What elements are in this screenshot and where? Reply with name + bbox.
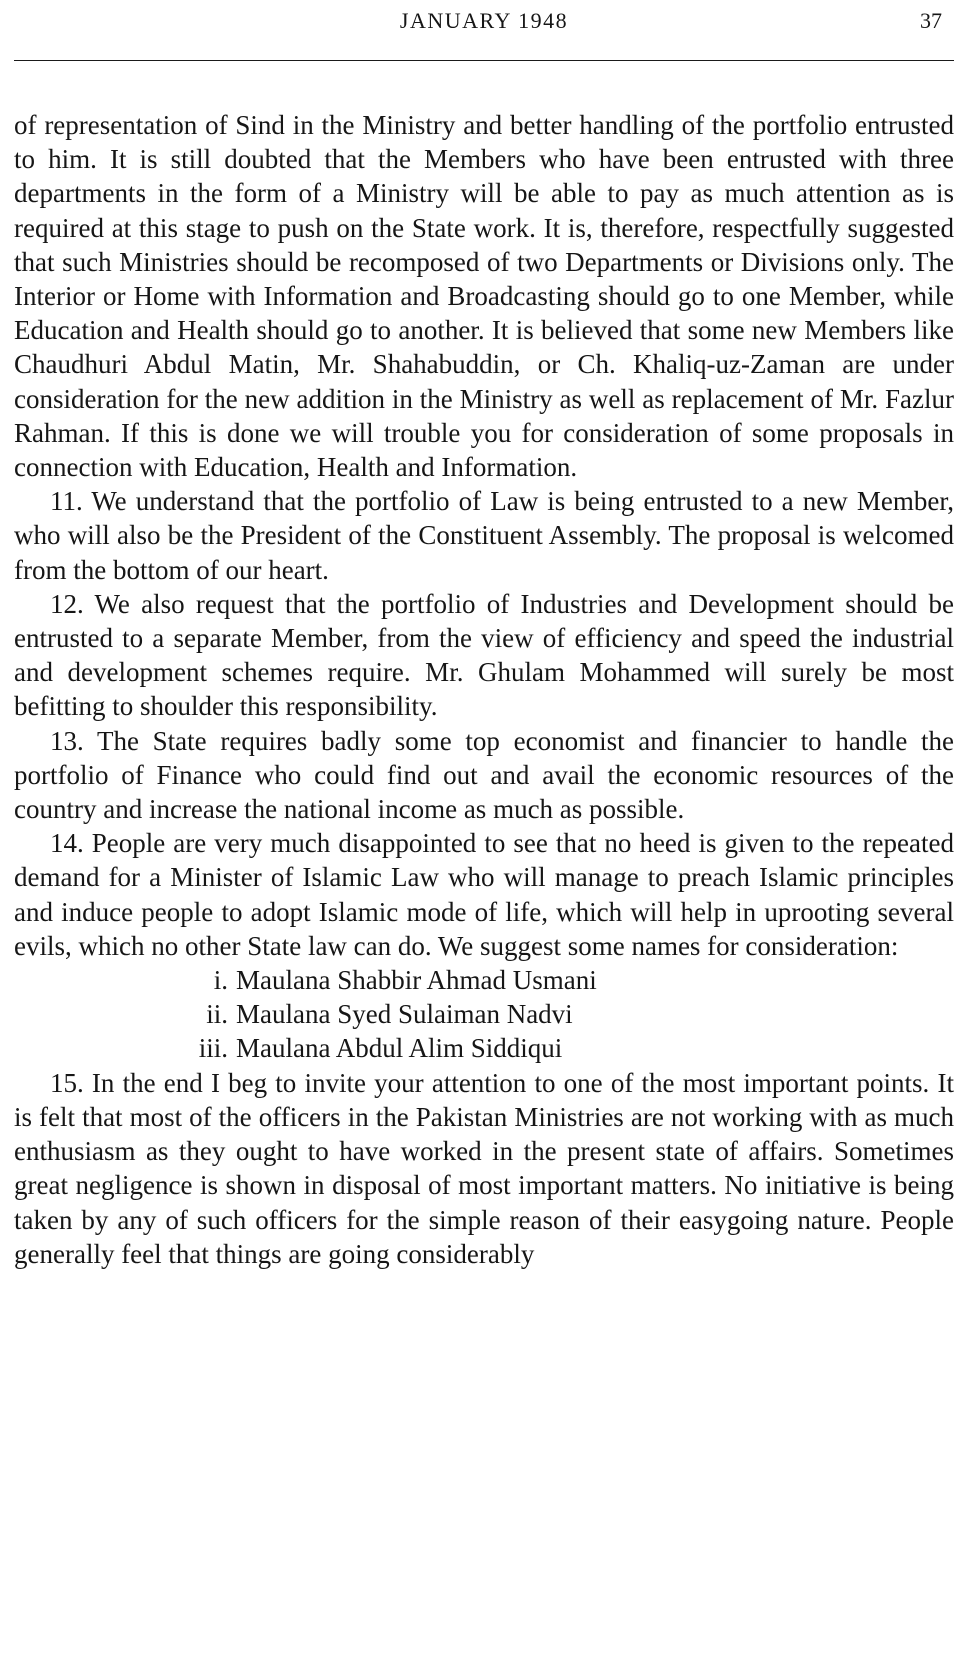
page-number: 37 <box>920 8 942 33</box>
list-item-name: Maulana Abdul Alim Siddiqui <box>236 1033 563 1064</box>
list-item <box>164 1031 954 1065</box>
running-head-title: JANUARY 1948 <box>399 8 569 33</box>
list-item <box>164 997 954 1031</box>
paragraph-11: 11. We understand that the portfolio of Law is being entrusted to a new Member, who will also be the President of the Constituent Assembly. The proposal is welcomed from the bottom of our heart. <box>14 486 954 585</box>
paragraph-continued: of representation of Sind in the Ministry and better handling of the portfolio entrusted to him. It is still doubted that the Members who have been entrusted with three departments in the form of a Ministry will be able to pay as much attention as is required at this stage to push on the State work. It is, therefore, respectfully suggested that such Ministries should be recomposed of two Departments or Divisions only. The Interior or Home with Information and Broadcasting should go to one Member, while Education and Health should go to another. It is believed that some new Members like Chaudhuri Abdul Matin, Mr. Shahabuddin, or Ch. Khaliq-uz-Zaman are under consideration for the new addition in the Ministry as well as replacement of Mr. Fazlur Rahman. If this is done we will trouble you for consideration of some proposals in connection with Education, Health and Information. <box>14 110 954 483</box>
list-item-name: Maulana Syed Sulaiman Nadvi <box>236 999 573 1030</box>
paragraph-12: 12. We also request that the portfolio of Industries and Development should be entrusted to a separate Member, from the view of efficiency and speed the industrial and development schemes require. Mr. Ghulam Mohammed will surely be most befitting to shoulder this responsibility. <box>14 588 954 722</box>
list-item <box>164 963 954 997</box>
body-text <box>14 108 954 1271</box>
list-item-name: Maulana Shabbir Ahmad Usmani <box>236 965 597 996</box>
header-rule <box>14 60 954 61</box>
suggested-names-list <box>14 963 954 1066</box>
running-head <box>14 8 954 48</box>
paragraph-15: 15. In the end I beg to invite your attention to one of the most important points. It is felt that most of the officers in the Pakistan Ministries are not working with as much enthusiasm as they ought to have worked in the present state of affairs. Sometimes great negligence is shown in disposal of most important matters. No initiative is being taken by any of such officers for the simple reason of their easygoing nature. People generally feel that things are going considerably <box>14 1067 954 1269</box>
paragraph-13: 13. The State requires badly some top economist and financier to handle the portfolio of Finance who could find out and avail the economic resources of the country and increase the national income as much as possible. <box>14 725 954 825</box>
list-item-number: ii. <box>206 999 228 1030</box>
paragraph-14: 14. People are very much disappointed to see that no heed is given to the repeated demand for a Minister of Islamic Law who will manage to preach Islamic principles and induce people to adopt Islamic mode of life, which will help in uprooting several evils, which no other State law can do. We suggest some names for consideration: <box>14 828 954 961</box>
list-item-number: i. <box>213 965 228 996</box>
list-item-number: iii. <box>198 1033 228 1064</box>
